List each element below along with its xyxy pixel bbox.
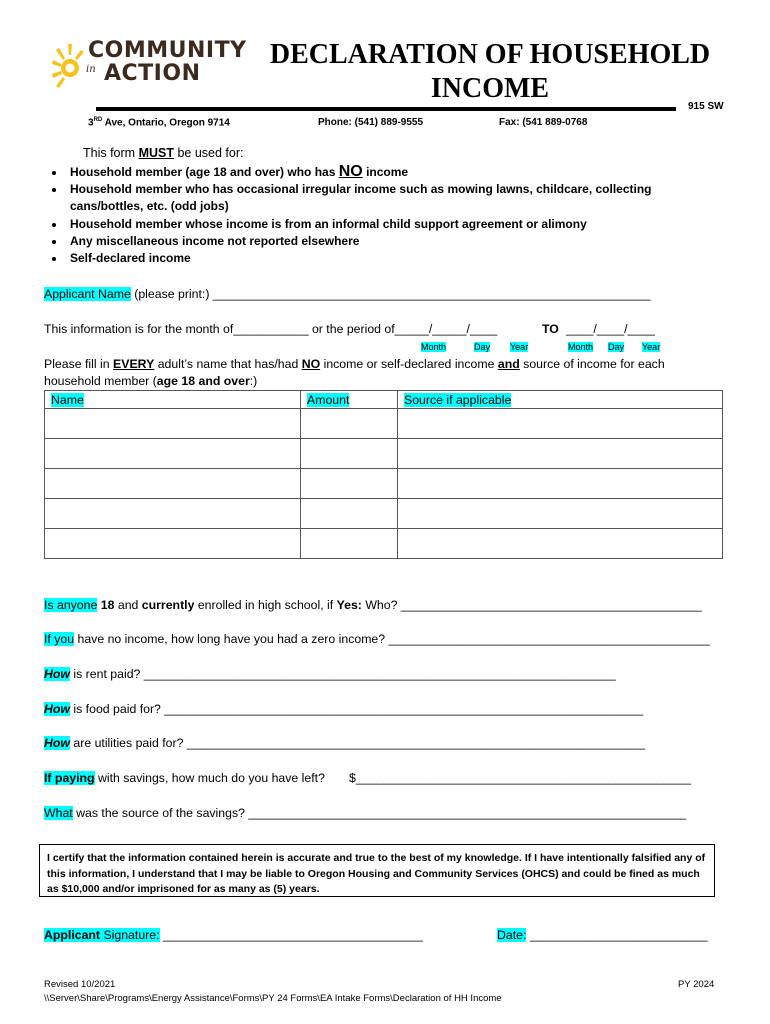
day-label: Day — [608, 342, 625, 352]
date-field[interactable] — [497, 928, 708, 942]
q1-yes: Yes: — [336, 598, 362, 612]
instr-text: source of income for each — [519, 357, 665, 371]
instr-and: and — [497, 357, 520, 371]
header-label: Source if applicable — [404, 392, 512, 407]
question-text: with savings, how much do you have left? — [94, 771, 325, 785]
amount-cell[interactable] — [301, 499, 398, 529]
address — [88, 117, 230, 128]
applicant-name-field[interactable] — [44, 287, 651, 301]
table-header-row — [45, 391, 723, 409]
amount-cell[interactable] — [301, 409, 398, 439]
amount-cell[interactable] — [301, 439, 398, 469]
period-field[interactable] — [44, 322, 497, 336]
table-row — [45, 409, 723, 439]
question-text: is rent paid? _____________________________________________________________________ — [69, 667, 616, 681]
question-savings — [44, 771, 325, 785]
year-label: Year — [642, 342, 661, 352]
instr-text: household member ( — [44, 374, 157, 388]
intro-must: MUST — [138, 146, 174, 160]
question-highlight: If paying — [44, 771, 95, 785]
household-income-table — [44, 390, 723, 559]
header-label: Amount — [307, 392, 350, 407]
fax: Fax: (541 889-0768 — [499, 117, 588, 128]
community-in-action-logo — [52, 36, 248, 98]
list-item: • Household member who has occasional irregular income such as mowing lawns, childcare, collecting cans/bottles, etc. (odd jobs) — [66, 181, 706, 215]
bullet-no-emphasis: NO — [338, 163, 363, 180]
usage-list — [46, 163, 706, 267]
source-cell[interactable] — [398, 409, 723, 439]
logo-word-community: COMMUNITY — [88, 38, 247, 63]
address-suffix: RD — [93, 117, 103, 123]
address-number: 3 — [88, 117, 94, 129]
intro-tail: be used for: — [173, 146, 244, 160]
certification-box: I certify that the information contained herein is accurate and true to the best of my knowledge. If I have intentionally falsified any of this information, I understand that I may be liable to Oregon Housing and Community Services (OHCS) and could be fined as much as $10,000 and/or imprisoned for as many as (5) years. — [39, 844, 715, 897]
day-label: Day — [474, 342, 491, 352]
table-row — [45, 439, 723, 469]
amount-cell[interactable] — [301, 529, 398, 559]
q1-text: and — [114, 598, 142, 612]
q1-text: enrolled in high school, if — [194, 598, 337, 612]
period-text: This information is for the month of___________ or the period of_____/_____/____ — [44, 322, 498, 336]
q1-age: 18 — [100, 598, 115, 612]
list-item: • Any miscellaneous income not reported elsewhere — [66, 233, 706, 250]
table-instructions — [44, 357, 665, 371]
question-highlight: How — [44, 667, 70, 681]
table-row — [45, 469, 723, 499]
table-row — [45, 499, 723, 529]
revision-date: Revised 10/2021 — [44, 979, 116, 990]
source-cell[interactable] — [398, 439, 723, 469]
title-line-2: INCOME — [430, 73, 550, 104]
instr-text: income or self-declared income — [320, 357, 498, 371]
title-line-1: DECLARATION OF HOUSEHOLD — [269, 39, 711, 70]
program-year: PY 2024 — [678, 979, 715, 990]
savings-amount-blank[interactable]: $_________________________________________________ — [349, 771, 691, 785]
list-item: • Self-declared income — [66, 250, 706, 267]
document-title — [265, 38, 715, 106]
question-savings-source[interactable] — [44, 806, 686, 820]
question-food[interactable] — [44, 702, 643, 716]
name-cell[interactable] — [45, 469, 301, 499]
table-row — [45, 529, 723, 559]
question-highlight: How — [44, 702, 70, 716]
list-item — [66, 163, 706, 181]
date-blank: __________________________ — [526, 928, 708, 942]
question-highlight: If you — [44, 632, 75, 646]
instr-no: NO — [301, 357, 321, 371]
question-zero-income[interactable] — [44, 632, 710, 646]
applicant-name-label: Applicant Name — [44, 287, 131, 301]
amount-cell[interactable] — [301, 469, 398, 499]
header-rule — [96, 107, 676, 111]
source-cell[interactable] — [398, 469, 723, 499]
source-cell[interactable] — [398, 529, 723, 559]
name-cell[interactable] — [45, 409, 301, 439]
bullet-text: income — [362, 165, 409, 179]
list-item: • Household member whose income is from an informal child support agreement or alimony — [66, 216, 706, 233]
question-text: is food paid for? ______________________________________________________________________ — [69, 702, 644, 716]
name-cell[interactable] — [45, 529, 301, 559]
intro-lead: This form — [83, 146, 139, 160]
question-highlight: What — [44, 806, 73, 820]
instr-text: :) — [249, 374, 258, 388]
signature-label: Signature: — [100, 928, 160, 942]
source-cell[interactable] — [398, 499, 723, 529]
question-highlight: Is anyone — [44, 598, 98, 612]
logo-word-action: ACTION — [104, 61, 201, 86]
address-street: Ave, Ontario, Oregon 9714 — [102, 117, 230, 129]
instr-text: Please fill in — [44, 357, 114, 371]
q1-currently: currently — [141, 598, 195, 612]
question-utilities[interactable] — [44, 736, 645, 750]
question-text: are utilities paid for? ___________________________________________________________________ — [69, 736, 646, 750]
year-label: Year — [510, 342, 529, 352]
instr-text: adult’s name that has/had — [154, 357, 302, 371]
name-cell[interactable] — [45, 439, 301, 469]
instr-every: EVERY — [113, 357, 155, 371]
column-header-amount — [301, 391, 398, 409]
column-header-source — [398, 391, 723, 409]
file-path: \\Server\Share\Programs\Energy Assistance\Forms\PY 24 Forms\EA Intake Forms\Declaration of HH Income — [44, 993, 502, 1004]
question-text: was the source of the savings? ________________________________________________________________ — [72, 806, 687, 820]
period-to: TO — [542, 322, 559, 336]
applicant-signature-field[interactable] — [44, 928, 423, 942]
question-high-school[interactable] — [44, 598, 702, 612]
applicant-name-blank: (please print:) ________________________________________________________________ — [130, 287, 651, 301]
date-label: Date: — [497, 928, 527, 942]
form-usage-intro — [83, 146, 243, 160]
question-highlight: How — [44, 736, 70, 750]
bullet-text: Household member (age 18 and over) who has — [70, 165, 339, 179]
question-rent[interactable] — [44, 667, 616, 681]
table-instructions-line2 — [44, 374, 257, 388]
phone: Phone: (541) 889-9555 — [318, 117, 424, 128]
name-cell[interactable] — [45, 499, 301, 529]
question-text: have no income, how long have you had a zero income? _______________________________________________ — [74, 632, 710, 646]
signature-label-bold: Applicant — [44, 928, 101, 942]
logo-word-in: in — [86, 64, 96, 75]
instr-age: age 18 and over — [156, 374, 250, 388]
month-label: Month — [421, 342, 447, 352]
period-end-blank[interactable]: ____/____/____ — [566, 322, 655, 336]
column-header-name — [45, 391, 301, 409]
month-label: Month — [568, 342, 594, 352]
q1-blank: Who? ____________________________________________ — [361, 598, 702, 612]
header-label: Name — [51, 392, 84, 407]
signature-blank: ______________________________________ — [159, 928, 423, 942]
street-fragment: 915 SW — [688, 101, 724, 112]
